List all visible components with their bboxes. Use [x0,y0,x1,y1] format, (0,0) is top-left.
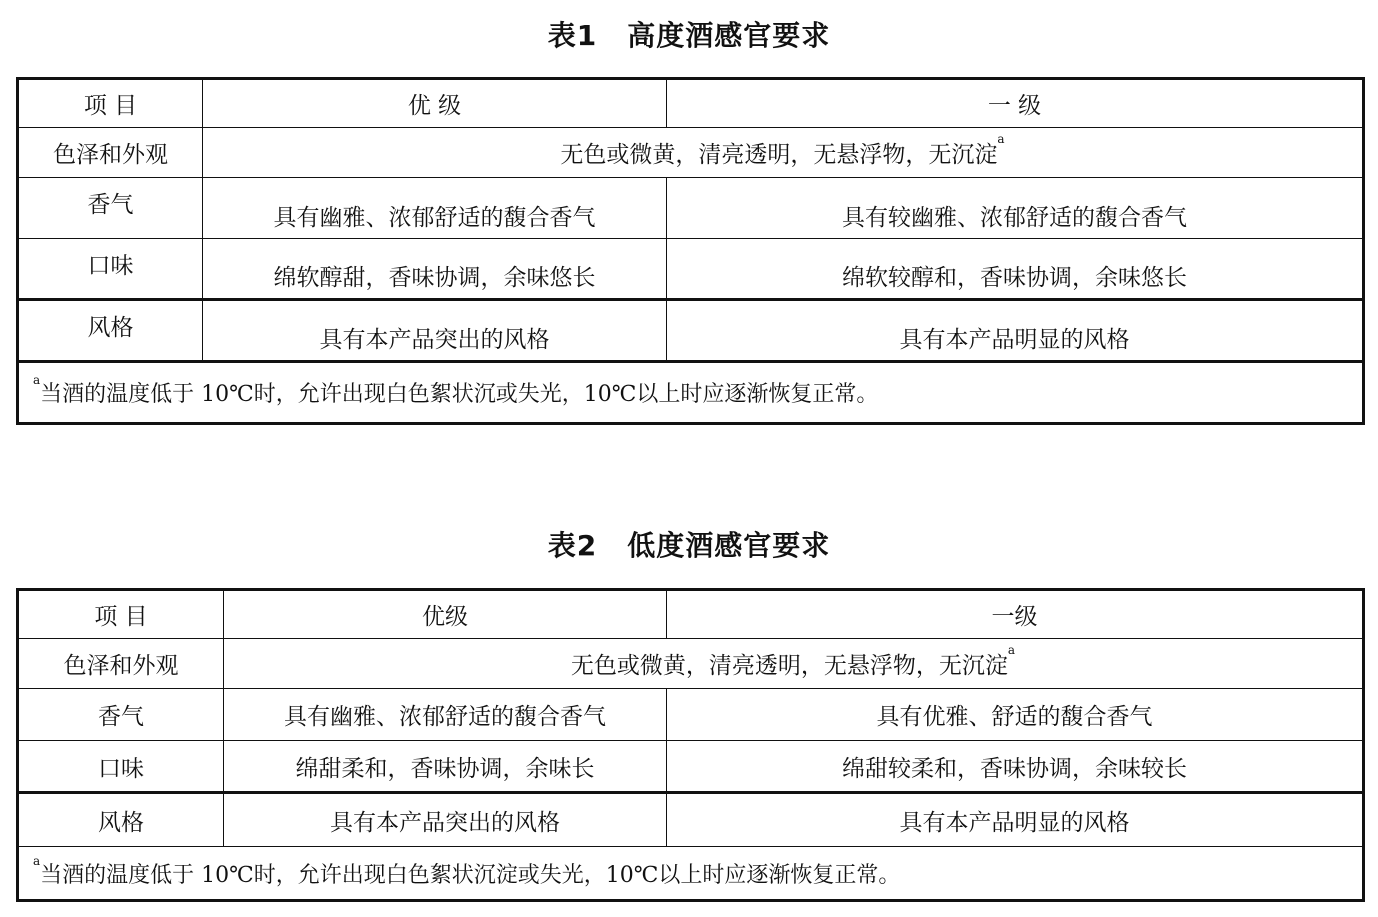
header-item: 项 目 [18,590,224,639]
table2-title [0,524,1378,564]
table2-title-text: 低度酒感官要求 [627,529,831,562]
row-first: 具有本产品明显的风格 [667,300,1364,362]
table1-note-row [18,362,1364,424]
row-item: 风格 [18,793,224,847]
row-premium: 具有本产品突出的风格 [203,300,667,362]
row-premium: 绵软醇甜，香味协调，余味悠长 [203,239,667,300]
row-item: 风格 [18,300,203,362]
table-row [18,741,1364,793]
row-item: 香气 [18,178,203,239]
table2 [16,588,1365,902]
table1-title-text: 高度酒感官要求 [627,19,831,52]
table1 [16,77,1365,425]
row-first: 具有本产品明显的风格 [667,793,1364,847]
header-first: 一 级 [667,79,1364,128]
row-item: 口味 [18,741,224,793]
row-premium: 具有本产品突出的风格 [224,793,667,847]
row-merged-value: 无色或微黄，清亮透明，无悬浮物，无沉淀$^a$ [203,128,1364,178]
row-item: 色泽和外观 [18,128,203,178]
row-premium: 绵甜柔和，香味协调，余味长 [224,741,667,793]
table-row [18,178,1364,239]
row-first: 具有较幽雅、浓郁舒适的馥合香气 [667,178,1364,239]
table2-footnote: $^a$当酒的温度低于 10℃时，允许出现白色絮状沉淀或失光，10℃以上时应逐渐恢复正常。 [18,847,1364,901]
table-row [18,300,1364,362]
row-premium: 具有幽雅、浓郁舒适的馥合香气 [224,689,667,741]
header-premium: 优 级 [203,79,667,128]
table2-number: 表2 [547,529,598,562]
row-premium: 具有幽雅、浓郁舒适的馥合香气 [203,178,667,239]
table-row [18,793,1364,847]
table-row [18,639,1364,689]
table1-header-row [18,79,1364,128]
row-item: 香气 [18,689,224,741]
table2-note-row [18,847,1364,901]
table2-header-row [18,590,1364,639]
table-row [18,239,1364,300]
table1-title [0,14,1378,54]
row-first: 绵甜较柔和，香味协调，余味较长 [667,741,1364,793]
row-first: 绵软较醇和，香味协调，余味悠长 [667,239,1364,300]
header-first: 一级 [667,590,1364,639]
row-merged-value: 无色或微黄，清亮透明，无悬浮物，无沉淀$^a$ [224,639,1364,689]
table-row [18,689,1364,741]
header-premium: 优级 [224,590,667,639]
table1-footnote: $^a$当酒的温度低于 10℃时，允许出现白色絮状沉或失光，10℃以上时应逐渐恢复正常。 [18,362,1364,424]
row-item: 色泽和外观 [18,639,224,689]
table-row [18,128,1364,178]
row-first: 具有优雅、舒适的馥合香气 [667,689,1364,741]
table1-number: 表1 [547,19,598,52]
row-item: 口味 [18,239,203,300]
header-item: 项 目 [18,79,203,128]
